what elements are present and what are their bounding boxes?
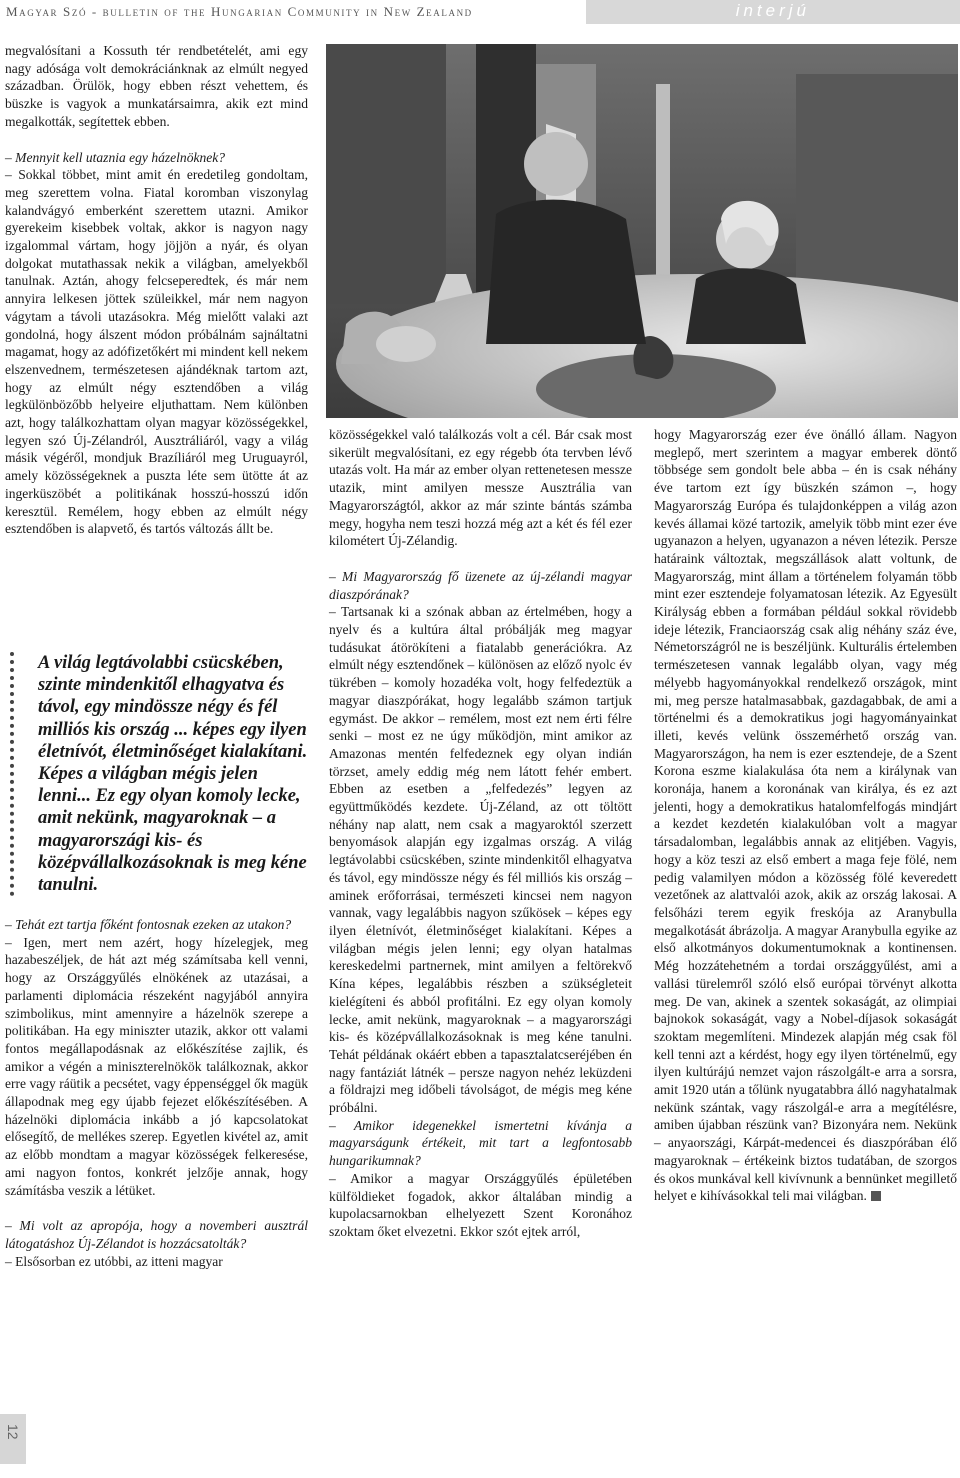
publication-title: Magyar Szó - bulletin of the Hungarian Community in New Zealand [6, 4, 473, 19]
paragraph: közösségekkel való találkozás volt a cél. Bár csak most sikerült megvalósítani, ez egy régebb óta tervben lévő utazás volt. Ha már az ember olyan rettenetesen messze utazik, mint amilyen messze Ausztrália van Magyarországtól, akkor az már szinte bántás számba megy, hogyha nem teszi hozzá még azt a két és fél ezer kilométert Új-Zélandig. [329, 427, 632, 549]
column-1-bottom [5, 898, 308, 1270]
paragraph: – Igen, mert nem azért, hogy hízelegjek, meg hazabeszéljek, de hát azt még számítsaba kell venni, hogy az Országgyűlés elnökének az utazásai, a parlamenti diplomácia részeként nagyjából annyira szimbolikus, mint amennyire a házelnök szerepe a politikában. Ha egy miniszter utazik, akkor ott valami fontos megállapodásnak az előkészítése zajlik, és amikor a végén a miniszterelnökök találkoznak, akkor erre vagy ráütik a pecsétet, vagy éppenséggel ők magük állapodnak meg egy újabb fejezet előkészítésében. A házelnöki diplomácia inkább a jó kapcsolatokat elősegítő, de mellékes szerep. Egyetlen kivétel az, amit az előbb mondtam a magyar közösségek felkeresése, ami nagyon fontos, konkrét jelzője annak, hogy számításba veszik a létüket. [5, 934, 308, 1198]
interview-question: – Mi Magyarország fő üzenete az új-zélandi magyar diaszpórának? [329, 568, 632, 602]
paragraph-text: hogy Magyarország ezer éve önálló állam. Nagyon meglepő, mert szerintem a magyar emberek döntő többsége sem gondolt bele abba – én is csak néhány éve tartom ezt így büszkén számon –, hogy Magyarország Európa és tulajdonképpen a világ azon kevés államai közé tartozik, amelyik több mint ezer éve ugyanazon a helyen, ugyanazon a néven létezik. Persze határaink változtak, megszállások alatt voltunk, de Magyarország, mint állam a történelem folyamán több mint ezer esztendeje folyamatosan létezik. Az Egyesült Királyság ebben a formában például sokkal rövidebb ideje létezik, Franciaország csak alig néhány száz éve, Németországról ne is beszéljünk. Kulturális értelemben természetesen vannak legalább olyan, vagy még mélyebb hagyományokkal rendelkező országok, mint mi, meg persze hatalmasabbak, gazdagabbak, de ami a történelmi és a demokratikus jogi hagyományainkat illeti, kevés velünk összemérhető ország van. Magyarországon, ha nem is ezer esztendeje, de a Szent Korona eszme kialakulása óta nem a királynak van koronája, hanem a koronának van királya, és ez azt jelenti, hogy a demokratikus hatalomfelfogás mindjárt a kezdet kezdetén kialakulóban volt a magyar társadalomban, legalábbis annak az elitjében. Vagyis, hogy a köz teszi az első embert a maga feje fölé, nem pedig valamilyen módon a közösség fölé keveredett vezetőnek az alattvalói azok, akik az ország lakosai. A felsőházi terem egyik freskója az Aranybulla megalkotását ábrázolja. A magyar Aranybulla egyike az első alkotmányos dokumentumoknak a kontinensen. Még hozzátehetném a tordai országgyűlést, ami a vallási türelemről szóló első európai törvényt alkotta meg. De van, akinek a szentek sokaságát, az olimpiai bajnokok sokaságát, vagy a Nobel-díjasok sokaságát szoktam megemlíteni. Mindezek alapján még csak föl kell tenni azt a kérdést, hogy egy ilyen történelmű, egy ilyen kultúrájú nemzet vajon rászolgált-e arra a sorsra, amit 1920 után a tőlünk nyugatabbra álló nagyhatalmak nekünk szántak, vagy rászolgál-e arra a megítélésre, amiben újabban részünk van? Bizonyára nem. Nekünk – anyaországi, Kárpát-medencei és diaszpórában élő magyaroknak – értékeink biztos tudatában, de szorgos és okos munkával kell kivívnunk a bennünket megillető helyet e kihívásokkal teli mai világban. [654, 427, 957, 1204]
section-label: interjú [735, 1, 810, 20]
interview-question: – Mennyit kell utaznia egy házelnöknek? [5, 149, 226, 165]
photo-illustration [326, 44, 958, 418]
interview-question: – Amikor idegenekkel ismertetni kívánja a magyarságunk értékeit, mit tart a legfontosabb hungarikumnak? [329, 1117, 632, 1169]
column-1-top [5, 42, 308, 538]
paragraph: – Elsősorban ez utóbbi, az itteni magyar [5, 1253, 223, 1269]
interview-question: – Tehát ezt tartja főként fontosnak ezeken az utakon? [5, 917, 292, 932]
page-number-tab [0, 1414, 26, 1464]
section-band [586, 0, 960, 24]
page-header [0, 0, 960, 26]
paragraph: – Sokkal többet, mint amit én eredetileg gondoltam, meg szerettem volna. Fiatal koromban viszonylag kalandvágyó emberként szerettem utazni. Amikor gyerekeim kisebbek voltak, akkor is nagyon nagy izgalommal vártam, hogy jöjjön a nyár, és olyan dolgokat mutathassak nekik a világban, amelyekből tanulnak. Aztán, ahogy felcseperedtek, és már nem annyira lelkesen jöttek szüleikkel, már nem nagyon vágytam a távoli utazásokra. Még mielőtt valaki azt gondolná, hogy álszent módon próbálnám sajnáltatni magamat, hogy az adófizetőkért mi mindent kell nekem elszenvednem, természetesen ajándéknak tartom azt, hogy az elmúlt négy esztendőben a világ legkülönbözőbb helyeire eljuthattam. Nem különben azt, hogy találkozhattam olyan magyar közösségekkel, legyen szó Új-Zélandról, Ausztráliáról, vagy a világ másik végéről, mondjuk Brazíliáról meg Uruguayról, amely közösségeknek a puszta léte sem ütötte át az ingerküszöbét a politikának hosszú-hosszú időn keresztül. Remélem, hogy ebben az elmúlt négy esztendőben is alapvető, és tartós változás állt be. [5, 167, 308, 537]
paragraph: – Amikor a magyar Országgyűlés épületében külföldieket fogadok, akkor általában mindig a kupolacsarnokban elhelyezett Szent Koronához szoktam őket elvezetni. Ekkor szót ejtek arról, [329, 1170, 632, 1239]
paragraph [654, 426, 957, 1205]
paragraph: megvalósítani a Kossuth tér rendbetételét, ami egy nagy adósága volt demokráciánknak az elmúlt negyed században. Örülök, hogy ebben részt vehettem, és büszke is vagyok a munkatársaimra, akik ezt mind megalkották, segítettek ebben. [5, 43, 308, 129]
pull-quote-text: A világ legtávolabbi csücskében, szinte mindenkitől elhagyatva és távol, egy mindössze négy és fél milliós kis ország ... képes egy ilyen életnívót, életminőséget kialakítani. Képes a világban mégis jelen lenni... Ez egy olyan komoly lecke, amit nekünk, magyaroknak – a magyarországi kis- és középvállalkozásoknak is meg kéne tanulni. [38, 653, 308, 896]
page-number: 12 [5, 1424, 21, 1440]
pull-quote [10, 652, 312, 896]
end-of-article-mark [871, 1191, 881, 1201]
paragraph: – Tartsanak ki a szónak abban az értelmében, hogy a nyelv és a kultúra által próbálják meg magyar tudásukat átörökíteni a fiatalabb generációkra. Az elmúlt négy esztendőnek – különösen az előző nyolc év tükrében – komoly hozadéka volt, hogy felfedeztük a magyar diaszpórákat, hogy legalább számon tartjuk egymást. De akkor – remélem, most ezt nem érti félre senki – most ez ne úgy működjön, mint amikor az Amazonas mentén felfedeznek egy olyan indián törzset, amely eddig még nem látott fehér embert. Ebben az esetben a „felfedezés” legyen az együttműködés kezdete. Új-Zéland, az ott töltött néhány nap alatt, nem csak a magyaroktól szerzett benyomások alapján egy izgalmas ország. A világ legtávolabbi csücskében, szinte mindenkitől elhagyatva és távol, egy mindössze négy és fél milliós kis ország – aminek erőforrásai, természeti kincsei nem nagyon vannak, vagy legalábbis nagyon szűkösek – képes egy ilyen életnívót, életminőséget kialakítani. Képes a világban mégis jelen lenni; egy olyan hatalmas kereskedelmi partnernek, mint amilyen a feltörekvő Kína képes, legalábbis részben a szükségleteit kielégíteni és abból profitálni. Ez egy olyan komoly lecke, amit nekünk, magyaroknak – a magyarországi kis- és középvállalkozásoknak is meg kéne tanulni. Tehát példának okáért ebben a tapasztalatcseréjében én nagy fantáziát látnék – persze nagyon nehéz leküzdeni a földrajzi meg időbeli távolságot, de mégis meg kéne próbálni. [329, 604, 632, 1116]
interview-question: – Mi volt az apropója, hogy a novemberi ausztrál látogatáshoz Új-Zélandot is hozzácsatolták? [5, 1218, 308, 1251]
interview-photo [326, 44, 958, 418]
column-2 [329, 426, 632, 1241]
column-3 [654, 426, 957, 1205]
